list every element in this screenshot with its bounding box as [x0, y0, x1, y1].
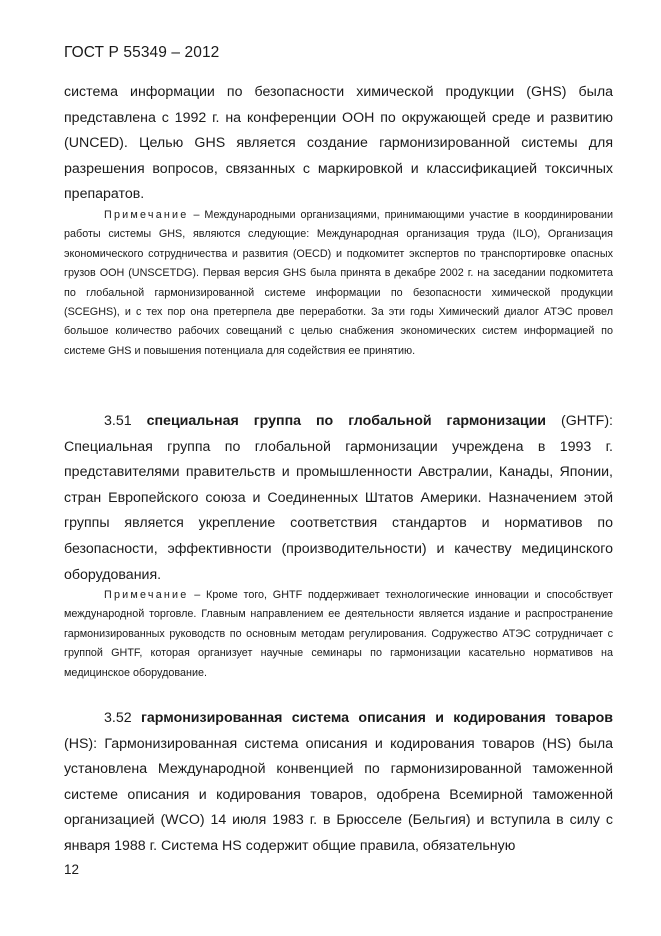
term-number: 3.51	[104, 413, 132, 429]
paragraph-ghs-continued: система информации по безопасности химической продукции (GHS) была представлена с 1992 г. на конференции ООН по окружающей среде и развитию (UNCED). Целью GHS является создание гармонизированной системы для разрешения вопросов, связанных с маркировкой и классификацией токсичных препаратов.	[64, 84, 613, 203]
note-label: Примечание	[104, 209, 189, 221]
term-entry-3-52	[64, 706, 613, 860]
term-entry-3-51	[64, 409, 613, 588]
note-label: Примечание	[104, 589, 189, 601]
note-text: – Международными организациями, принимающими участие в координировании работы системы GHS, являются следующие: Международная организация труда (ILO), Организация экономического сотрудничества и развития (OECD) и подкомитет экспертов по транспортировке опасных грузов ООН (UNSCETDG). Первая версия GHS была принята в декабре 2002 г. на заседании подкомитета по глобальной гармонизированной системе информации по безопасности химической продукции (SCEGHS), и с тех пор она претерпела две переработки. За эти годы Химический диалог АТЭС провел большое количество рабочих совещаний с целью снабжения экономических систем информацией по системе GHS и повышения потенциала для содействия ее принятию.	[64, 209, 613, 357]
term-number: 3.52	[104, 710, 132, 726]
page-number: 12	[64, 862, 80, 877]
term-title: специальная группа по глобальной гармонизации	[146, 413, 547, 429]
term-title: гармонизированная система описания и кодирования товаров	[140, 710, 614, 726]
note-text: – Кроме того, GHTF поддерживает технологические инновации и способствует международной торговле. Главным направлением ее деятельности является издание и распространение гармонизированных руководств по основным методам регулирования. Содружество АТЭС сотрудничает с группой GHTF, которая организует научные семинары по гармонизации касательно нормативов на медицинское оборудование.	[64, 589, 613, 679]
document-header: ГОСТ Р 55349 – 2012	[64, 44, 220, 61]
note-ghtf	[64, 586, 613, 683]
term-definition: (GHTF): Специальная группа по глобальной гармонизации учреждена в 1993 г. представителями правительств и промышленности Австралии, Канады, Японии, стран Европейского союза и Соединенных Штатов Америки. Назначением этой группы является укрепление соответствия стандартов и нормативов по безопасности, эффективности (производительности) и качеству медицинского оборудования.	[64, 413, 613, 583]
note-ghs	[64, 206, 613, 361]
term-definition: (HS): Гармонизированная система описания и кодирования товаров (HS) была установлена Международной конвенцией по гармонизированной таможенной системе описания и кодирования товаров, одобрена Всемирной таможенной организацией (WCO) 14 июля 1983 г. в Брюсселе (Бельгия) и вступила в силу с января 1988 г. Система HS содержит общие правила, обязательную	[64, 735, 613, 854]
